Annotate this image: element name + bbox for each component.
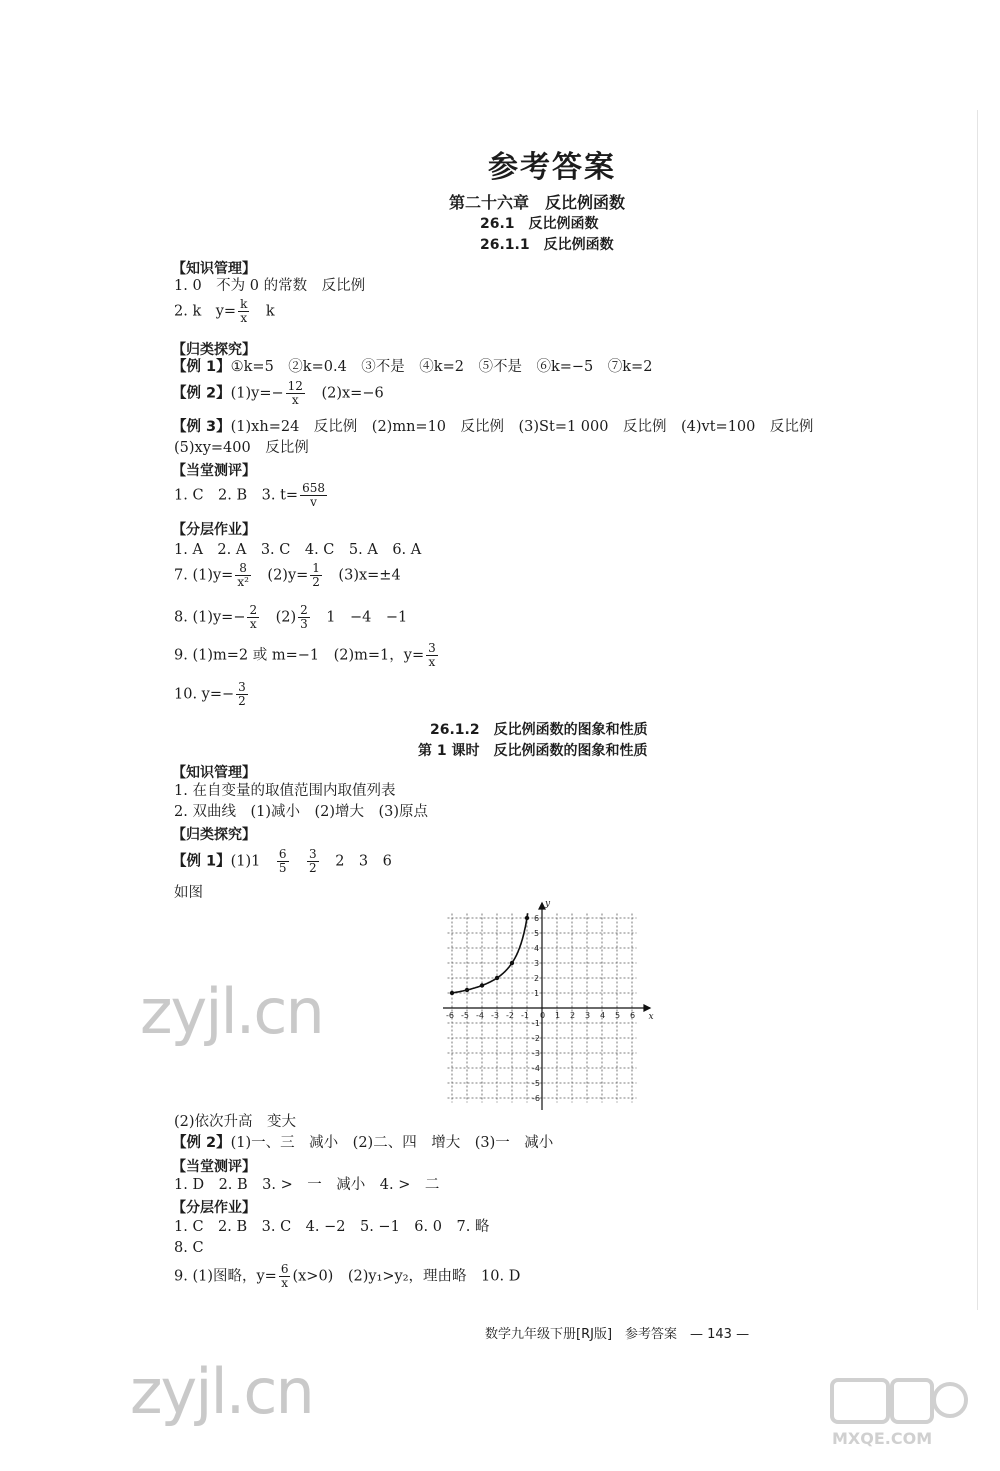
x-tick-label: 6 <box>630 1011 636 1020</box>
answer-line: 8. C <box>174 1240 204 1256</box>
lesson-heading: 第 1 课时 反比例函数的图象和性质 <box>418 743 648 759</box>
answer-line: 7. (1)y= $\frac{8}{\text{x²}}$ (2)y= $\frac{1}{2}$ (3)x=±4 <box>174 561 401 589</box>
x-tick-label: 3 <box>585 1011 591 1020</box>
fraction: $\frac{3}{2}$ <box>309 847 317 875</box>
graph-point <box>495 976 499 980</box>
graph-points <box>450 916 529 995</box>
example-line: (5)xy=400 反比例 <box>174 440 309 456</box>
y-axis-label: y <box>545 899 551 909</box>
answer-line: 8. (1)y=− $\frac{2}{x}$ (2) $\frac{2}{3}$ 1 −4 −1 <box>174 603 408 631</box>
x-tick-label: -4 <box>476 1011 484 1020</box>
y-tick-label: 4 <box>534 944 540 953</box>
homework-label: 【分层作业】 <box>172 1200 256 1216</box>
x-tick-label: -5 <box>461 1011 469 1020</box>
graph-point <box>510 961 514 965</box>
graph-point <box>480 983 484 987</box>
explore-label: 【归类探究】 <box>172 827 256 843</box>
knowledge-label: 【知识管理】 <box>172 261 256 277</box>
chapter-heading: 第二十六章 反比例函数 <box>449 193 626 212</box>
answer-line: 10. y=− $\frac{3}{2}$ <box>174 680 246 708</box>
x-tick-label: 1 <box>555 1011 561 1020</box>
answer-line: 1. C 2. B 3. C 4. −2 5. −1 6. 0 7. 略 <box>174 1219 490 1235</box>
x-tick-label: -1 <box>521 1011 529 1020</box>
page-edge-line <box>977 110 978 1310</box>
fraction: $\frac{3}{2}$ <box>238 680 246 708</box>
watermark: zyjl.cn <box>140 975 323 1048</box>
y-tick-label: -4 <box>532 1064 540 1073</box>
graph-point <box>450 991 454 995</box>
y-tick-label: 1 <box>534 989 540 998</box>
y-tick-label: 2 <box>534 974 540 983</box>
graph-point <box>465 988 469 992</box>
answer-line: 1. 在自变量的取值范围内取值列表 <box>174 783 396 799</box>
stamp-logo <box>830 1378 970 1448</box>
x-tick-label: -6 <box>446 1011 454 1020</box>
y-tick-label: -5 <box>532 1079 540 1088</box>
x-tick-label: 5 <box>615 1011 621 1020</box>
answer-line: 2. k y= $\frac{k}{x}$ k <box>174 297 275 325</box>
x-axis-arrow <box>644 1005 650 1011</box>
answer-line: 1. D 2. B 3. > 一 减小 4. > 二 <box>174 1177 440 1193</box>
homework-label: 【分层作业】 <box>172 522 256 538</box>
fraction: $\frac{658}{v}$ <box>302 481 325 509</box>
test-label: 【当堂测评】 <box>172 1159 256 1175</box>
see-figure: 如图 <box>174 885 203 901</box>
knowledge-label: 【知识管理】 <box>172 765 256 781</box>
y-tick-label: -6 <box>532 1094 540 1103</box>
fraction: $\frac{2}{x}$ <box>249 603 258 631</box>
fraction: $\frac{6}{x}$ <box>280 1262 289 1290</box>
explore-label: 【归类探究】 <box>172 342 256 358</box>
answer-line: 1. 0 不为 0 的常数 反比例 <box>174 278 366 294</box>
graph-axes <box>443 903 650 1110</box>
y-tick-label: 6 <box>534 914 540 923</box>
answer-line: (2)依次升高 变大 <box>174 1114 297 1130</box>
subsection-heading: 26.1.1 反比例函数 <box>480 237 614 253</box>
subsection-heading: 26.1.2 反比例函数的图象和性质 <box>430 722 648 738</box>
x-tick-label: 2 <box>570 1011 576 1020</box>
y-tick-label: 5 <box>534 929 540 938</box>
x-tick-label: 4 <box>600 1011 606 1020</box>
answer-line: 9. (1)m=2 或 m=−1 (2)m=1，y= $\frac{3}{x}$ <box>174 641 436 669</box>
example-line: 【例 1】(1)1 $\frac{6}{5}$ $\frac{3}{2}$ 2 3 6 <box>172 847 392 875</box>
watermark: zyjl.cn <box>130 1355 313 1428</box>
test-label: 【当堂测评】 <box>172 463 256 479</box>
site-stamp <box>830 1378 970 1448</box>
answer-line: 9. (1)图略，y= $\frac{6}{x}$ (x>0) (2)y₁>y₂，理由略 10. D <box>174 1262 521 1290</box>
x-tick-label: 0 <box>540 1011 546 1020</box>
svg-text:MXQE.COM: MXQE.COM <box>832 1429 933 1448</box>
answer-line: 1. A 2. A 3. C 4. C 5. A 6. A <box>174 542 422 558</box>
x-axis-label: x <box>648 1012 654 1022</box>
y-tick-label: 3 <box>534 959 540 968</box>
fraction: $\frac{12}{x}$ <box>287 379 303 407</box>
fraction: $\frac{k}{x}$ <box>240 297 248 325</box>
fraction: $\frac{3}{x}$ <box>428 641 436 669</box>
answer-line: 2. 双曲线 (1)减小 (2)增大 (3)原点 <box>174 804 429 820</box>
y-tick-label: -3 <box>532 1049 540 1058</box>
answer-line: 1. C 2. B 3. t= $\frac{658}{v}$ <box>174 481 325 509</box>
fraction: $\frac{2}{3}$ <box>300 603 308 631</box>
page-title: 参考答案 <box>488 150 616 185</box>
hyperbola-graph <box>432 898 662 1113</box>
y-tick-label: -1 <box>532 1019 540 1028</box>
y-tick-label: -2 <box>532 1034 540 1043</box>
example-line: 【例 2】(1)y=− $\frac{12}{x}$ (2)x=−6 <box>172 379 384 407</box>
fraction: $\frac{6}{5}$ <box>278 847 287 875</box>
graph-point <box>525 916 529 920</box>
x-tick-label: -3 <box>491 1011 499 1020</box>
hyperbola-curve <box>452 913 528 993</box>
example-line: 【例 1】①k=5 ②k=0.4 ③不是 ④k=2 ⑤不是 ⑥k=−5 ⑦k=2 <box>172 359 653 375</box>
fraction: $\frac{8}{\text{x²}}$ <box>237 561 249 589</box>
page-footer: 数学九年级下册[RJ版] 参考答案 — 143 — <box>485 1327 750 1342</box>
example-line: 【例 3】(1)xh=24 反比例 (2)mn=10 反比例 (3)St=1 000 反比例 (4)vt=100 反比例 <box>172 419 814 435</box>
section-heading: 26.1 反比例函数 <box>480 216 599 232</box>
x-tick-label: -2 <box>506 1011 514 1020</box>
fraction: $\frac{1}{2}$ <box>312 561 320 589</box>
example-line: 【例 2】(1)一、三 减小 (2)二、四 增大 (3)一 减小 <box>172 1135 554 1151</box>
